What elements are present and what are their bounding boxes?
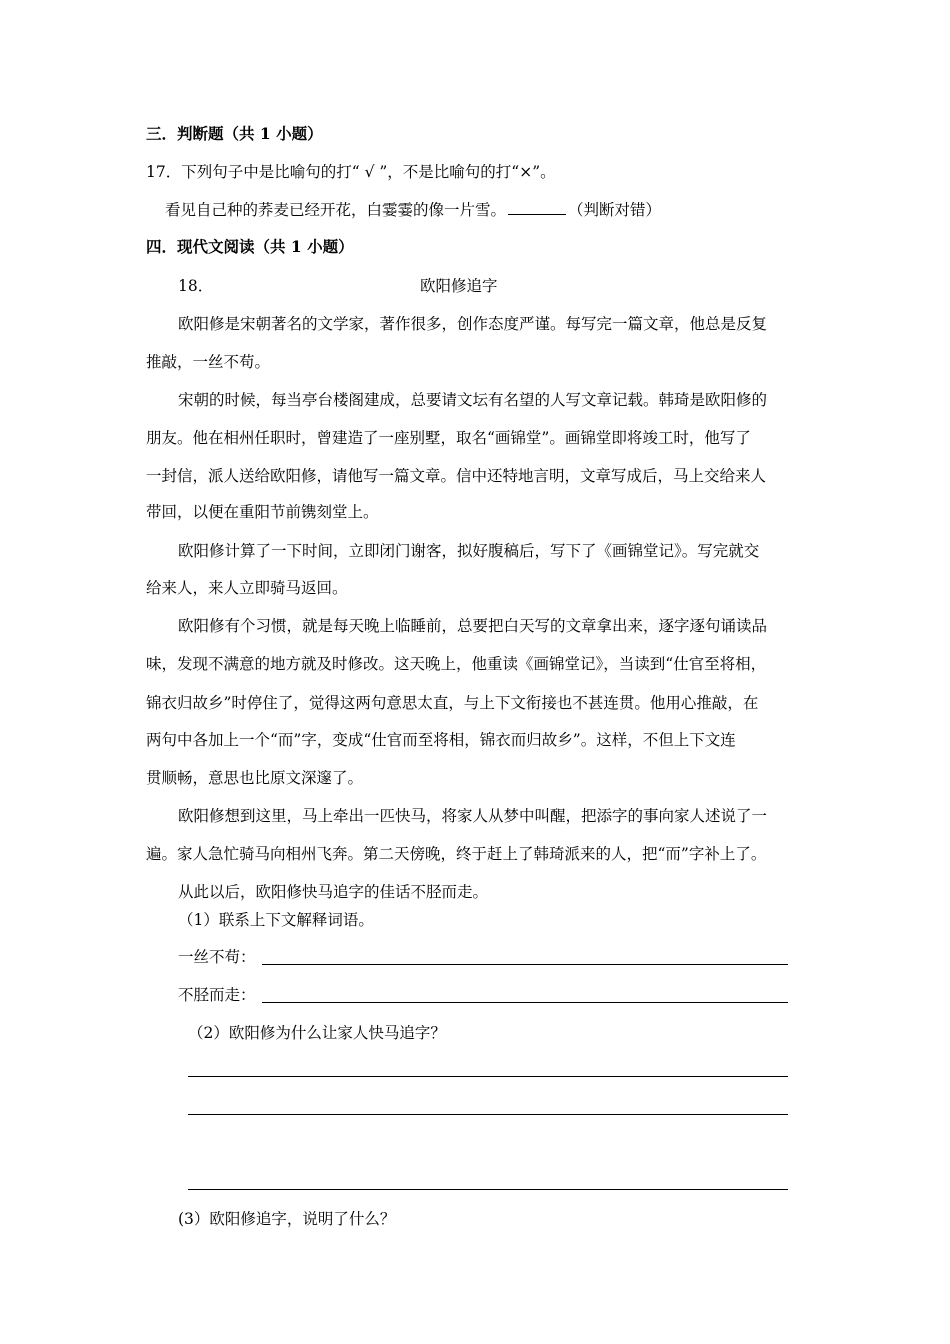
subquestion-1: （1）联系上下文解释词语。 (178, 911, 374, 929)
passage-line: 欧阳修有个习惯，就是每天晚上临睡前，总要把白天写的文章拿出来，逐字逐句诵读品 (178, 617, 768, 635)
passage-line: 朋友。他在相州任职时，曾建造了一座别墅，取名“画锦堂”。画锦堂即将竣工时，他写了 (146, 429, 751, 447)
question-17-sentence-line (165, 200, 661, 220)
passage-title: 欧阳修追字 (420, 277, 498, 295)
passage-line: 一封信，派人送给欧阳修，请他写一篇文章。信中还特地言明，文章写成后，马上交给来人 (146, 467, 767, 485)
passage-line: 宋朝的时候，每当亭台楼阁建成，总要请文坛有名望的人写文章记载。韩琦是欧阳修的 (178, 391, 768, 409)
term-1-label: 一丝不苟： (178, 948, 256, 966)
passage-line: 推敲，一丝不苟。 (146, 353, 271, 371)
passage-line: 锦衣归故乡”时停住了，觉得这两句意思太直，与上下文衔接也不甚连贯。他用心推敲，在 (146, 694, 759, 712)
question-17-prompt: 17．下列句子中是比喻句的打“ √ ”，不是比喻句的打“×”。 (146, 163, 556, 181)
passage-line: 两句中各加上一个“而”字，变成“仕官而至将相，锦衣而归故乡”。这样，不但上下文连 (146, 731, 736, 749)
passage-line: 欧阳修想到这里，马上牵出一匹快马，将家人从梦中叫醒，把添字的事向家人述说了一 (178, 807, 768, 825)
passage-line: 给来人，来人立即骑马返回。 (146, 579, 348, 597)
subquestion-2: （2）欧阳修为什么让家人快马追字？ (188, 1024, 446, 1042)
section-three-heading: 三．判断题（共 1 小题） (146, 124, 323, 143)
passage-line: 欧阳修是宋朝著名的文学家，著作很多，创作态度严谨。每写完一篇文章，他总是反复 (178, 315, 768, 333)
answer-2-line-1[interactable] (188, 1076, 788, 1077)
passage-line: 味，发现不满意的地方就及时修改。这天晚上，他重读《画锦堂记》，当读到“仕官至将相， (146, 655, 767, 673)
answer-2-line-2[interactable] (188, 1114, 788, 1115)
question-17-sentence: 看见自己种的荞麦已经开花，白霎霎的像一片雪。 (165, 201, 507, 219)
term-2-label: 不胫而走： (178, 986, 256, 1004)
passage-line: 贯顺畅，意思也比原文深邃了。 (146, 769, 364, 787)
passage-line: 带回，以便在重阳节前镌刻堂上。 (146, 503, 379, 521)
term-1-answer-line[interactable] (262, 964, 788, 965)
question-17-suffix: （判断对错） (568, 201, 662, 219)
section-four-heading: 四．现代文阅读（共 1 小题） (146, 237, 354, 256)
passage-line: 从此以后，欧阳修快马追字的佳话不胫而走。 (178, 883, 489, 901)
passage-line: 遍。家人急忙骑马向相州飞奔。第二天傍晚，终于赶上了韩琦派来的人，把“而”字补上了。 (146, 845, 767, 863)
question-18-number: 18． (178, 277, 214, 295)
subquestion-3: (3）欧阳修追字，说明了什么？ (178, 1210, 396, 1228)
passage-line: 欧阳修计算了一下时间，立即闭门谢客，拟好腹稿后，写下了《画锦堂记》。写完就交 (178, 542, 760, 560)
answer-2-line-3[interactable] (188, 1189, 788, 1190)
term-2-answer-line[interactable] (262, 1002, 788, 1003)
judgment-answer-blank[interactable] (508, 200, 566, 215)
